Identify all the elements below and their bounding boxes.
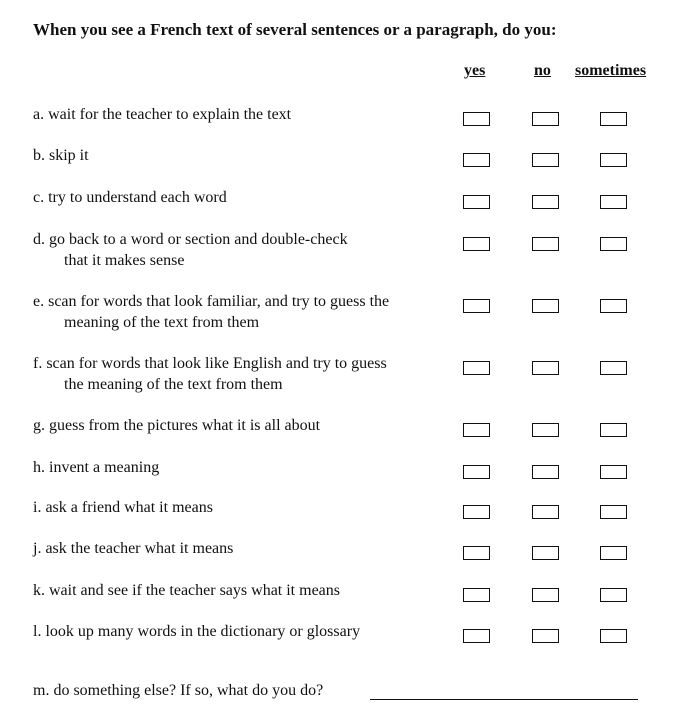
checkbox-yes[interactable] xyxy=(463,195,490,209)
checkbox-sometimes[interactable] xyxy=(600,361,627,375)
checkbox-yes[interactable] xyxy=(463,361,490,375)
question-text xyxy=(33,187,448,208)
checkbox-sometimes[interactable] xyxy=(600,465,627,479)
checkbox-sometimes[interactable] xyxy=(600,153,627,167)
question-line-continued: that it makes sense xyxy=(64,252,185,269)
checkbox-sometimes[interactable] xyxy=(600,237,627,251)
checkbox-sometimes[interactable] xyxy=(600,629,627,643)
question-text xyxy=(33,291,448,333)
question-line: j. ask the teacher what it means xyxy=(33,540,234,557)
question-row xyxy=(33,145,693,187)
checkbox-yes[interactable] xyxy=(463,423,490,437)
question-row xyxy=(33,229,693,271)
column-header-yes: yes xyxy=(464,62,486,79)
checkbox-yes[interactable] xyxy=(463,505,490,519)
answer-line-field[interactable] xyxy=(370,699,638,700)
checkbox-no[interactable] xyxy=(532,299,559,313)
question-line: i. ask a friend what it means xyxy=(33,499,213,516)
question-text xyxy=(33,145,448,166)
question-row xyxy=(33,580,693,622)
checkbox-yes[interactable] xyxy=(463,153,490,167)
last-question xyxy=(33,682,693,700)
question-text xyxy=(33,229,448,271)
checkbox-sometimes[interactable] xyxy=(600,546,627,560)
question-row xyxy=(33,415,693,457)
checkbox-no[interactable] xyxy=(532,237,559,251)
question-line-continued: the meaning of the text from them xyxy=(64,376,283,393)
checkbox-no[interactable] xyxy=(532,465,559,479)
question-row xyxy=(33,291,693,333)
checkbox-no[interactable] xyxy=(532,505,559,519)
question-line-continued: meaning of the text from them xyxy=(64,314,260,331)
question-line: d. go back to a word or section and double-check xyxy=(33,231,348,248)
checkbox-no[interactable] xyxy=(532,361,559,375)
question-text xyxy=(33,457,448,478)
question-text xyxy=(33,621,448,642)
checkbox-yes[interactable] xyxy=(463,112,490,126)
checkbox-no[interactable] xyxy=(532,423,559,437)
checkbox-yes[interactable] xyxy=(463,546,490,560)
question-text xyxy=(33,497,448,518)
checkbox-sometimes[interactable] xyxy=(600,299,627,313)
question-line: e. scan for words that look familiar, and try to guess the xyxy=(33,293,390,310)
checkbox-sometimes[interactable] xyxy=(600,195,627,209)
checkbox-sometimes[interactable] xyxy=(600,588,627,602)
checkbox-yes[interactable] xyxy=(463,629,490,643)
checkbox-yes[interactable] xyxy=(463,299,490,313)
checkbox-no[interactable] xyxy=(532,112,559,126)
checkbox-no[interactable] xyxy=(532,629,559,643)
question-row xyxy=(33,104,693,146)
last-question-text: m. do something else? If so, what do you do? xyxy=(33,682,324,699)
question-line: l. look up many words in the dictionary or glossary xyxy=(33,623,361,640)
column-header-sometimes: sometimes xyxy=(575,62,647,79)
question-text xyxy=(33,580,448,601)
checkbox-yes[interactable] xyxy=(463,237,490,251)
question-line: f. scan for words that look like English and try to guess xyxy=(33,355,387,372)
page-title: When you see a French text of several sentences or a paragraph, do you: xyxy=(33,20,557,39)
question-line: k. wait and see if the teacher says what it means xyxy=(33,582,340,599)
column-header-no: no xyxy=(534,62,551,79)
question-line: a. wait for the teacher to explain the text xyxy=(33,106,292,123)
question-row xyxy=(33,621,693,663)
question-line: h. invent a meaning xyxy=(33,459,160,476)
question-line: b. skip it xyxy=(33,147,89,164)
checkbox-no[interactable] xyxy=(532,195,559,209)
question-row xyxy=(33,538,693,580)
question-row xyxy=(33,457,693,499)
question-line: c. try to understand each word xyxy=(33,189,227,206)
question-text xyxy=(33,104,448,125)
question-row xyxy=(33,497,693,539)
checkbox-yes[interactable] xyxy=(463,588,490,602)
checkbox-sometimes[interactable] xyxy=(600,423,627,437)
checkbox-no[interactable] xyxy=(532,588,559,602)
checkbox-sometimes[interactable] xyxy=(600,112,627,126)
question-text xyxy=(33,538,448,559)
checkbox-sometimes[interactable] xyxy=(600,505,627,519)
question-row xyxy=(33,353,693,395)
question-text xyxy=(33,353,448,395)
question-row xyxy=(33,187,693,229)
checkbox-no[interactable] xyxy=(532,153,559,167)
checkbox-yes[interactable] xyxy=(463,465,490,479)
checkbox-no[interactable] xyxy=(532,546,559,560)
question-line: g. guess from the pictures what it is all about xyxy=(33,417,321,434)
question-text xyxy=(33,415,448,436)
